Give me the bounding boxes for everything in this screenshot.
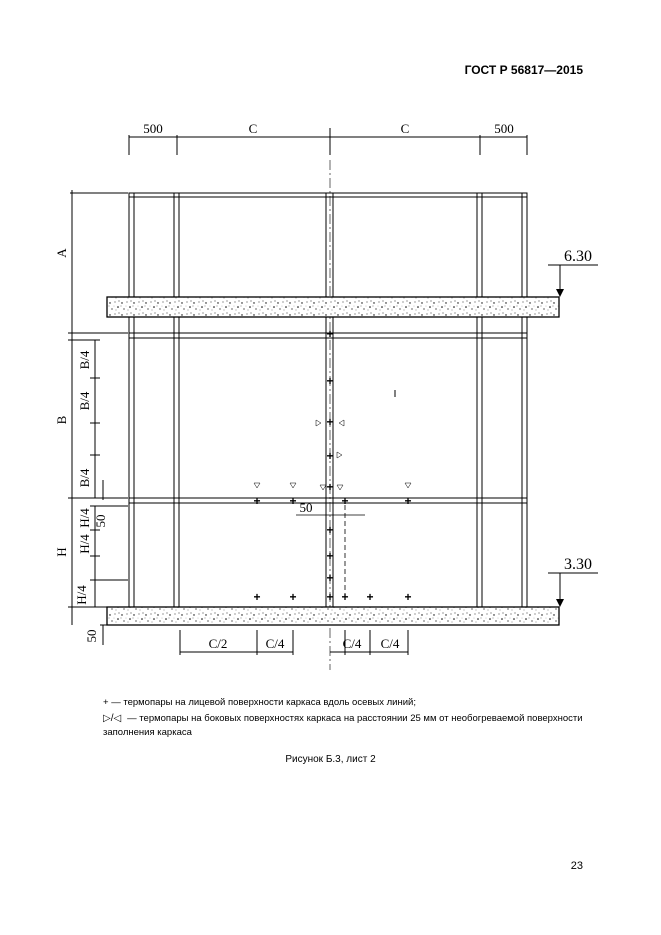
dim-left-50-upper: 50 xyxy=(93,514,108,528)
left-dimensions xyxy=(68,190,128,645)
svg-text:+: + xyxy=(326,523,334,537)
figure-caption: Рисунок Б.3, лист 2 xyxy=(285,754,376,765)
svg-text:+: + xyxy=(326,449,334,463)
legend-item-side xyxy=(103,712,583,740)
svg-text:+: + xyxy=(326,590,334,604)
dim-left-b4-1: B/4 xyxy=(77,350,92,370)
svg-text:+: + xyxy=(326,549,334,563)
dim-left-h4-3: H/4 xyxy=(74,585,89,605)
dim-top-500-left: 500 xyxy=(143,121,163,136)
legend-triangle-symbol: ▷/◁ xyxy=(103,713,122,724)
svg-text:+: + xyxy=(341,494,349,508)
svg-text:+: + xyxy=(326,374,334,388)
dim-top-c-left: C xyxy=(248,121,258,136)
dim-left-50-lower: 50 xyxy=(84,629,99,643)
dim-bottom-c2: C/2 xyxy=(208,636,228,651)
page-number: 23 xyxy=(570,860,583,872)
legend-side-text: — термопары на боковых поверхностях каркаса на расстоянии 25 мм от необогреваемой поверхности заполнения каркаса xyxy=(103,713,583,738)
dim-left-b4-3: B/4 xyxy=(77,468,92,488)
legend-item-face xyxy=(103,696,416,710)
upper-slab xyxy=(107,297,559,317)
svg-text:+: + xyxy=(341,590,349,604)
dim-left-a: A xyxy=(54,248,69,258)
svg-text:+: + xyxy=(326,571,334,585)
frame-structure xyxy=(129,193,527,608)
svg-text:+: + xyxy=(253,494,261,508)
lower-slab xyxy=(107,607,559,625)
svg-text:+: + xyxy=(404,590,412,604)
legend-plus-symbol: + xyxy=(103,697,109,708)
dim-top-c-right: C xyxy=(400,121,410,136)
dim-top-500-right: 500 xyxy=(494,121,514,136)
svg-text:+: + xyxy=(326,327,334,341)
level-lower: 3.30 xyxy=(564,556,592,573)
svg-text:+: + xyxy=(289,590,297,604)
svg-text:+: + xyxy=(326,415,334,429)
dim-left-h4-2: H/4 xyxy=(77,534,92,554)
svg-text:+: + xyxy=(253,590,261,604)
dim-left-h4-1: H/4 xyxy=(77,508,92,528)
svg-text:+: + xyxy=(289,494,297,508)
document-code: ГОСТ Р 56817—2015 xyxy=(464,63,583,77)
dim-mid-50: 50 xyxy=(299,500,313,515)
svg-text:+: + xyxy=(366,590,374,604)
svg-text:+: + xyxy=(404,494,412,508)
dim-bottom-c4-3: C/4 xyxy=(380,636,400,651)
dim-left-h: H xyxy=(54,547,69,557)
dim-bottom-c4-1: C/4 xyxy=(265,636,285,651)
legend-face-text: — термопары на лицевой поверхности каркаса вдоль осевых линий; xyxy=(108,697,416,708)
dim-left-b: B xyxy=(54,415,69,425)
level-upper: 6.30 xyxy=(564,248,592,265)
svg-text:+: + xyxy=(326,480,334,494)
dim-bottom-c4-2: C/4 xyxy=(342,636,362,651)
dim-left-b4-2: B/4 xyxy=(77,391,92,411)
top-dimensions xyxy=(129,128,527,155)
